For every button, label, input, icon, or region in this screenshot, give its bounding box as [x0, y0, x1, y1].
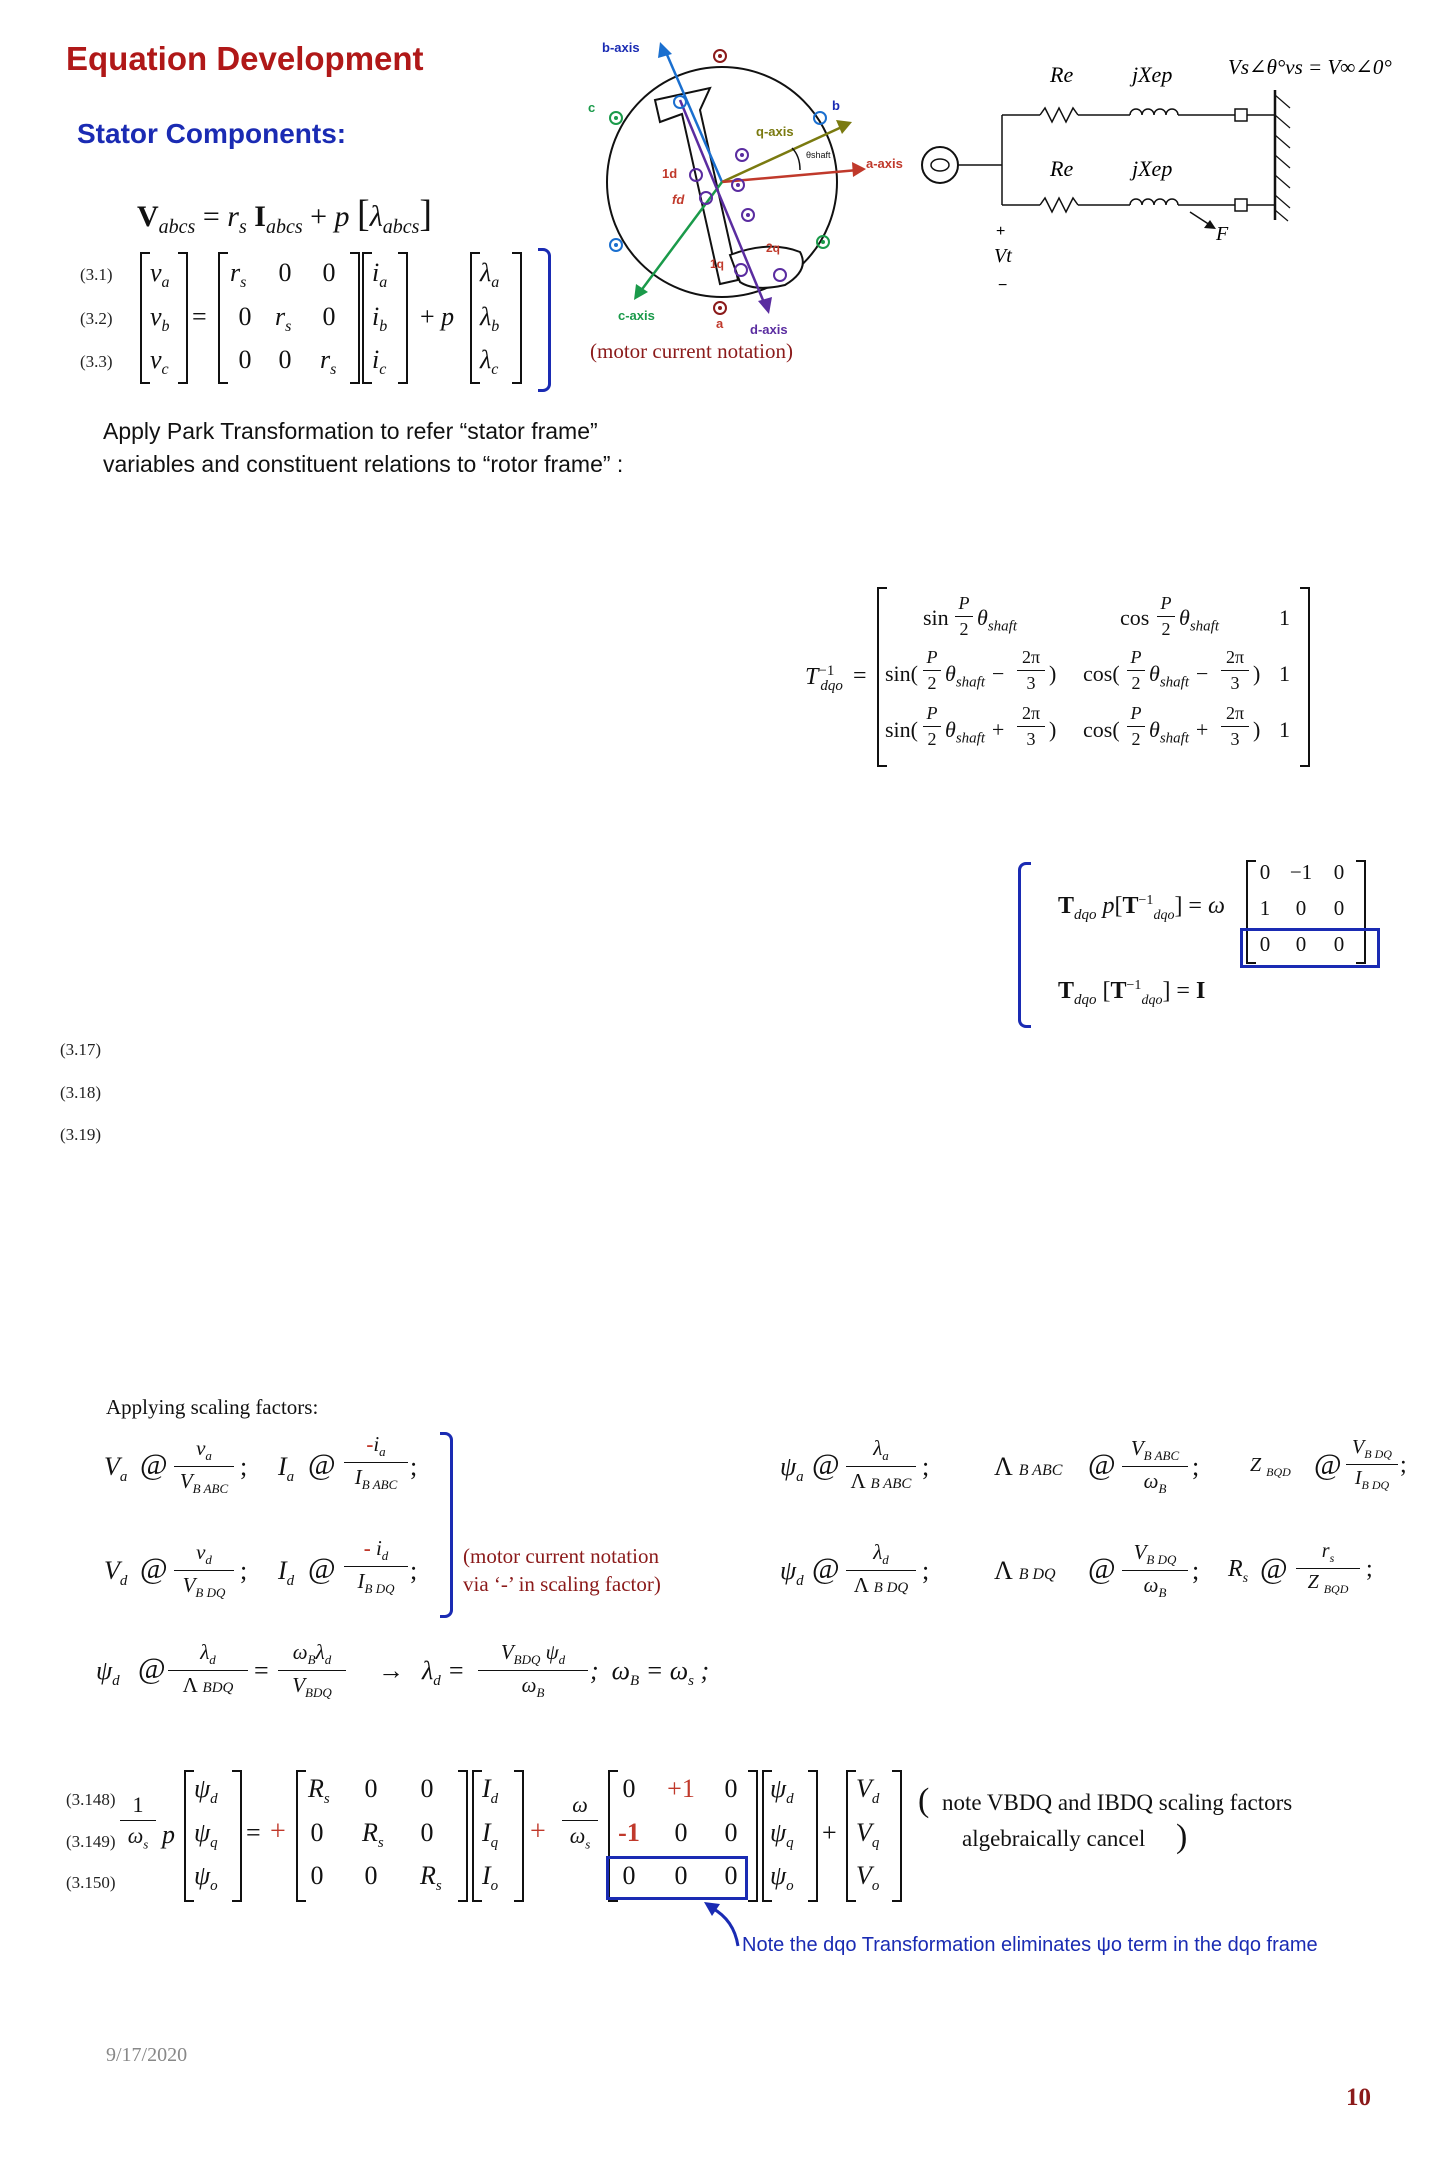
vd-definition: $V_d$ @ $v_d$ $V_{B DQ}$ ; $I_d$ @ - $i_d$ $I_{B DQ}$ ; [104, 1536, 418, 1601]
z-bqd-definition: Z $_{BQD}$ @ $V_{B DQ}$ $I_{B DQ}$ ; [1250, 1436, 1407, 1492]
cancel-note-line1: note VBDQ and IBDQ scaling factors [942, 1790, 1293, 1815]
zero-row-highlight [1240, 928, 1380, 968]
b-label: b [832, 98, 840, 113]
b-axis-label: b-axis [602, 40, 640, 55]
fd-label: fd [672, 192, 685, 207]
park-text-line1: Apply Park Transformation to refer “stator frame” [103, 418, 598, 444]
eq-number-3-148: (3.148) [66, 1790, 116, 1809]
fault-label: F [1216, 223, 1229, 245]
identity-brace [1018, 862, 1031, 1028]
page-number: 10 [1346, 2084, 1371, 2111]
scaling-note-line1: (motor current notation [463, 1544, 659, 1568]
vt-plus: + [996, 223, 1006, 240]
c-axis-label: c-axis [618, 308, 655, 323]
theta-label: θshaft [806, 150, 831, 160]
lambda-babc-definition: Λ B ABC @ $V_{B ABC}$ $\omega_B$ ; [994, 1436, 1200, 1497]
a-axis-label: a-axis [866, 156, 903, 171]
eq-number-3-2: (3.2) [80, 309, 113, 328]
d-axis-label: d-axis [750, 322, 788, 337]
park-text-line2: variables and constituent relations to “rotor frame” : [103, 451, 624, 477]
infinite-bus-circuit [910, 40, 1420, 320]
1q-label: 1q [710, 257, 725, 271]
eq-number-3-150: (3.150) [66, 1873, 116, 1892]
footer-date: 9/17/2020 [106, 2044, 188, 2066]
c-label: c [588, 100, 596, 115]
eq-number-3-149: (3.149) [66, 1832, 116, 1851]
eq-number-3-18: (3.18) [60, 1083, 102, 1102]
page-title: Equation Development [66, 40, 424, 77]
scaling-brace [440, 1432, 453, 1618]
scaling-title: Applying scaling factors: [106, 1395, 319, 1419]
cancel-note-line2: algebraically cancel [962, 1826, 1146, 1851]
tdqo-inverse-matrix: $T^{-1}_{dqo}$ = sin P 2 $\theta_{shaft}$ cos P 2 $\theta_{shaft}$ 1 sin( P 2 $\theta_{shaft}$ − 2π 3 ) cos( P 2 $\theta_{shaft}$ − 2π 3 ) 1 sin( P 2 $\theta_{shaft}$ + 2π 3 ) cos( P 2 $\theta_{shaft}$ + 2π 3 ) 1 [805, 585, 1325, 770]
vt-label: Vt [994, 245, 1012, 267]
section-subtitle: Stator Components: [77, 118, 347, 149]
psi-a-definition: $\psi_a$ @ $\lambda_a$ Λ B ABC ; [780, 1436, 930, 1494]
rs-definition: $R_s$ @ $r_s$ Z $_{BQD}$ ; [1228, 1540, 1373, 1596]
eq-number-3-1: (3.1) [80, 265, 113, 284]
psi-lambda-relation: $\psi_d$ @ $\lambda_d$ Λ BDQ = $\omega_B\lambda_d$ $V_{BDQ}$ → $\lambda_d$ = $V_{BDQ}$ $\psi_d$ $\omega_B$ ; $\omega_B = \omega_s$ ; [96, 1640, 710, 1701]
2q-label: 2q [766, 241, 781, 255]
eq-number-3-19: (3.19) [60, 1125, 102, 1144]
eq-number-3-17: (3.17) [60, 1040, 102, 1059]
vt-minus: − [998, 277, 1008, 294]
note-paren-close: ) [1176, 1818, 1188, 1855]
scaling-note-line2: via ‘-’ in scaling factor) [463, 1572, 661, 1596]
a-label: a [716, 316, 724, 331]
1d-label: 1d [662, 166, 678, 181]
diagram-caption: (motor current notation) [590, 339, 793, 363]
q-axis-label: q-axis [756, 124, 794, 139]
vs-expression: Vs∠θ°vs = V∞∠0° [1228, 55, 1392, 79]
dqo-elimination-note: Note the dqo Transformation eliminates ψo term in the dqo frame [742, 1934, 1318, 1956]
va-definition: $V_a$ @ $v_a$ $V_{B ABC}$ ; $I_a$ @ $-i_a$ $I_{B ABC}$ ; [104, 1432, 418, 1497]
eq-number-3-3: (3.3) [80, 352, 113, 371]
stator-equation-brace [538, 248, 551, 392]
plus-sign-2: + [530, 1816, 546, 1847]
re-lower-label: Re [1050, 156, 1074, 181]
plus-sign-1: + [270, 1816, 286, 1847]
tdqo-identity: $T_{dqo}$ $[T^{-1}_{dqo}] = I$ [1058, 978, 1206, 1008]
dqo-state-equation: 1 $\omega_s$ p $\psi_d$ $\psi_q$ $\psi_o$ = + $R_s$ 0 0 0 $R_s$ 0 0 0 $R_s$ $I_d$ $I_q$ $I_o$ + ω $\omega_s$ 0 +1 0 -1 0 0 0 0 0 $\psi_d$ $\psi_q$ $\psi_o$ + $V_d$ $V_q$ $V_o$ [120, 1768, 940, 1908]
eq-vabcs: $V_{abcs} = r_s$ $I_{abcs} + p$ $[\lambda_{abcs}]$ [137, 193, 433, 238]
re-upper-label: Re [1050, 62, 1074, 87]
stator-matrix-equation: $v_a$ $v_b$ $v_c$ = $r_s$ 0 0 0 $r_s$ 0 0 0 $r_s$ $i_a$ $i_b$ $i_c$ + p $\lambda_a$ $\lambda_b$ $\lambda_c$ [140, 250, 540, 390]
jxep-lower-label: jXep [1132, 156, 1173, 181]
lambda-bdq-definition: Λ B DQ @ $V_{B DQ}$ $\omega_B$ ; [994, 1540, 1200, 1601]
psi-d-definition: $\psi_d$ @ $\lambda_d$ Λ B DQ ; [780, 1540, 930, 1598]
note-paren-open: ( [918, 1782, 930, 1819]
rotation-matrix-small: 0 −1 0 1 0 0 0 0 0 [1246, 858, 1371, 966]
tdqo-derivative-identity: $T_{dqo}$ $p[T^{-1}_{dqo}] = \omega$ [1058, 893, 1225, 923]
jxep-upper-label: jXep [1132, 62, 1173, 87]
pointer-arrow [690, 1892, 750, 1952]
